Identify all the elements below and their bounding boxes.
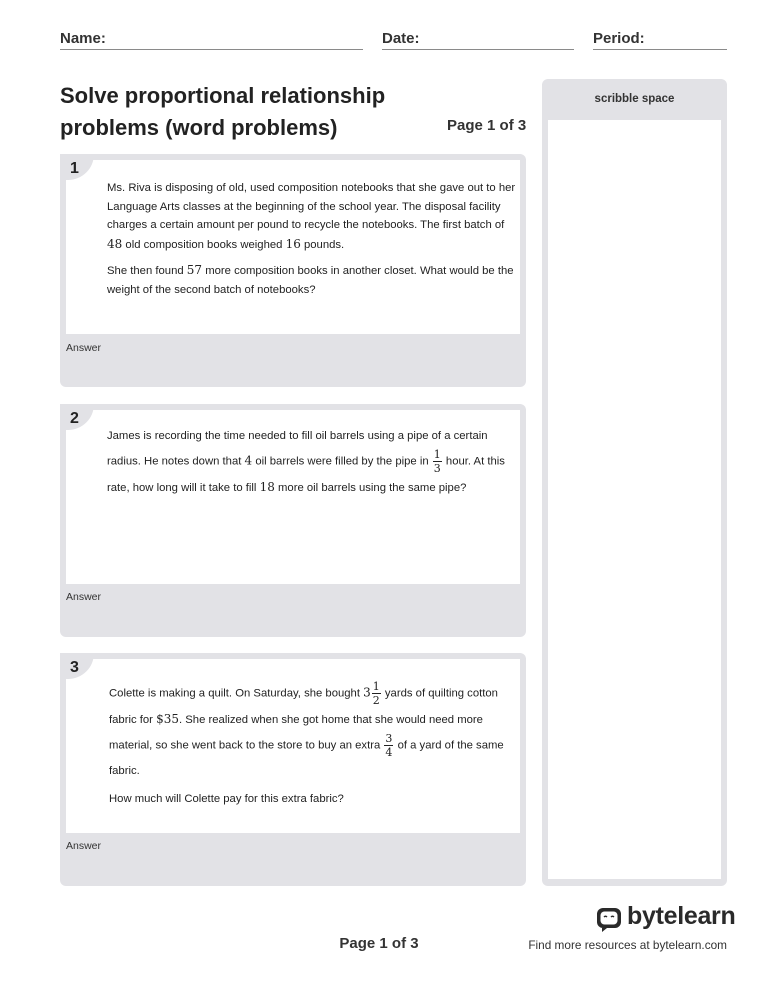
question-number-2: 2 [70,410,79,427]
scribble-panel [542,79,727,886]
page-indicator-top: Page 1 of 3 [447,117,527,134]
worksheet-title: Solve proportional relationship problems (word problems) [60,83,386,140]
question-card-3 [60,653,526,886]
period-field[interactable] [593,30,727,50]
question-number-1: 1 [70,160,79,177]
answer-label-3[interactable]: Answer [66,840,102,852]
question-text-3: Colette is making a quilt. On Saturday, she bought 3 $\frac{1}{2}$ yards of quilting cotton fabric for $35. She realized when she got home that she would need more material, so she went back to the store to buy an extra $\frac{3}{4}$ of a yard of the same fabric. How much will Colette pay for this extra fabric? [109,680,504,805]
question-body-1 [66,160,520,334]
question-card-1 [60,154,526,387]
answer-label-1[interactable]: Answer [66,342,102,354]
date-label: Date: [382,30,420,47]
bytelearn-logo-icon [596,906,622,932]
page-indicator-bottom: Page 1 of 3 [339,935,419,952]
resources-link[interactable]: Find more resources at bytelearn.com [528,938,727,952]
question-card-2 [60,404,526,637]
period-label: Period: [593,30,645,47]
question-text-1: Ms. Riva is disposing of old, used composition notebooks that she gave out to her Language Arts classes at the beginning of the school year. The disposal facility charges a certain amount per pound to recycle the notebooks. The first batch of 48 old composition books weighed 16 pounds. She then found 57 more composition books in another closet. What would be the weight of the second batch of notebooks? [107,182,516,296]
name-field[interactable] [60,30,363,50]
scribble-label: scribble space [594,93,675,105]
question-body-2 [66,410,520,584]
answer-label-2[interactable]: Answer [66,591,102,603]
fraction-one-half: $\frac{1}{2}$ [372,680,380,707]
question-number-3: 3 [70,659,79,676]
question-body-3 [66,659,520,833]
fraction-three-quarters: $\frac{3}{4}$ [385,732,393,759]
date-field[interactable] [382,30,574,50]
question-text-2: James is recording the time needed to fill oil barrels using a pipe of a certain radius. He notes down that 4 oil barrels were filled by the pipe in $\frac{1}{3}$ hour. At this rate, how long will it take to fill 18 more oil barrels using the same pipe? [107,430,505,494]
bytelearn-wordmark: bytelearn [627,902,736,930]
fraction-one-third: $\frac{1}{3}$ [433,448,441,475]
name-label: Name: [60,30,106,47]
scribble-area[interactable] [548,120,721,879]
